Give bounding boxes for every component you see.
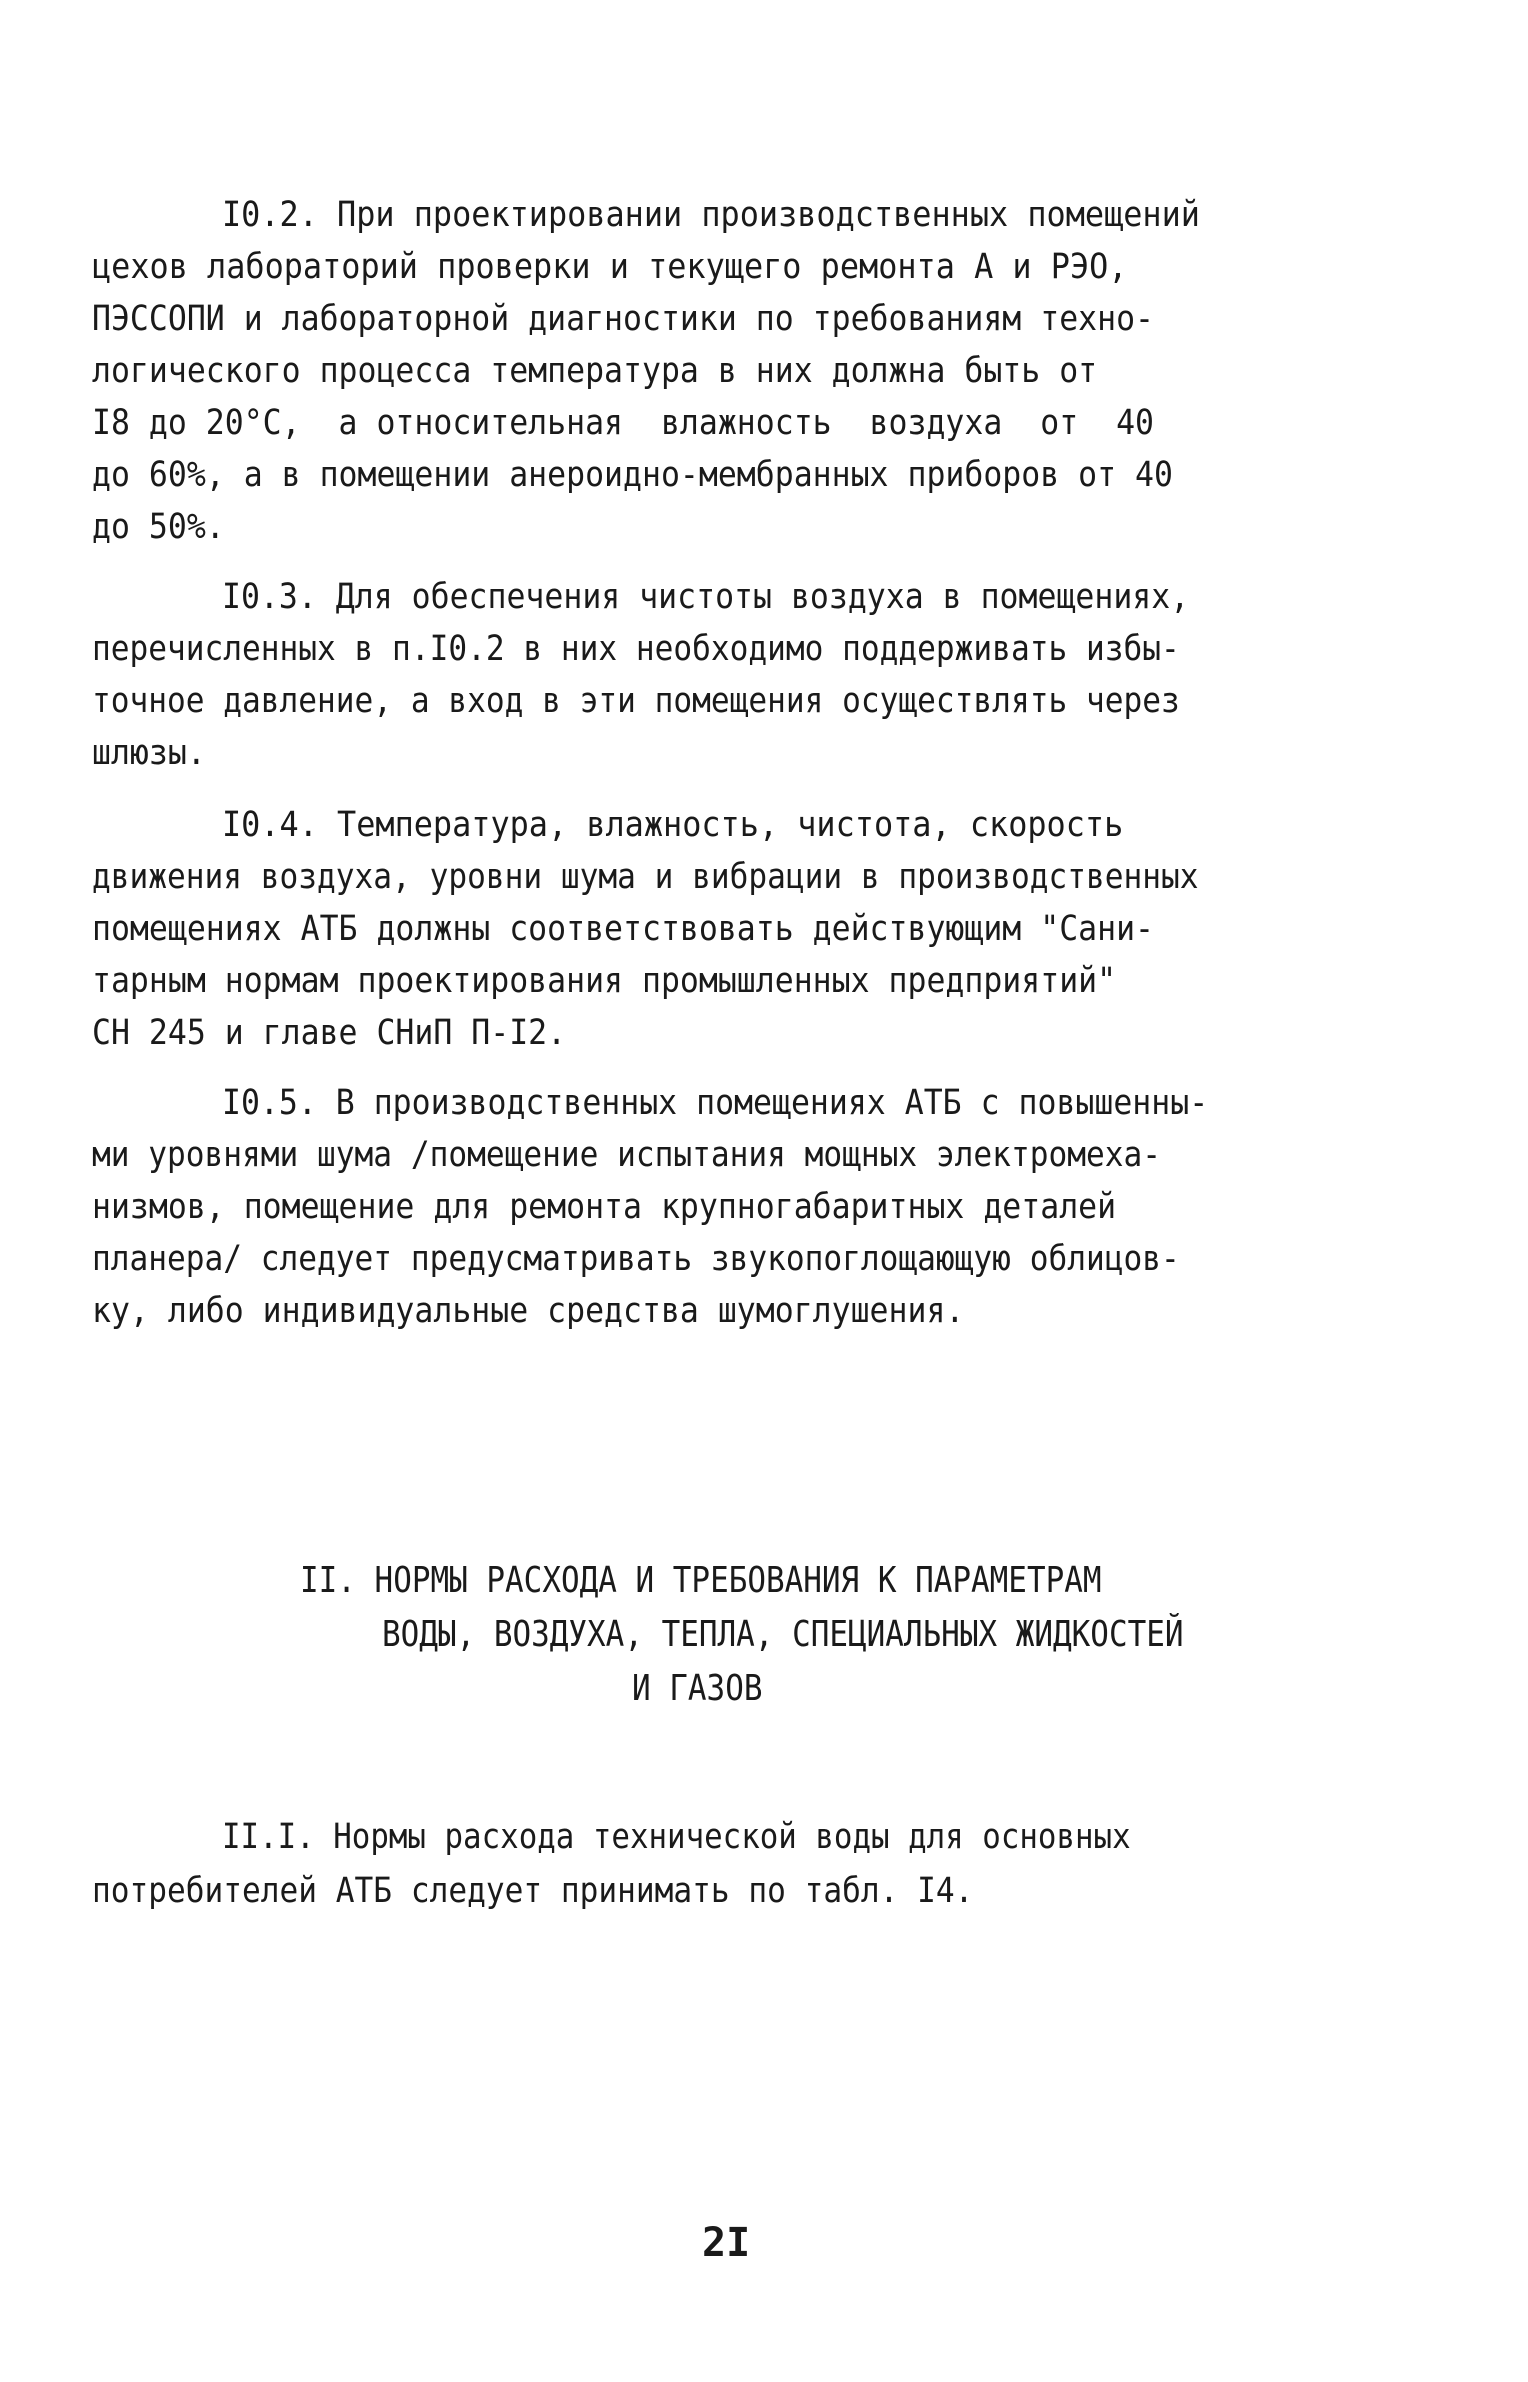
paragraph-line: до 60%, а в помещении анероидно-мембранных приборов от 40 [92, 455, 1173, 495]
heading-line: И ГАЗОВ [632, 1668, 763, 1709]
paragraph-line: до 50%. [92, 507, 225, 547]
paragraph-line: ПЭССОПИ и лабораторной диагностики по требованиям техно- [92, 299, 1155, 339]
paragraph-line: I0.3. Для обеспечения чистоты воздуха в помещениях, [222, 577, 1190, 617]
paragraph-line: перечисленных в п.I0.2 в них необходимо поддерживать избы- [92, 629, 1180, 669]
paragraph-line: планера/ следует предусматривать звукопоглощающую облицов- [92, 1239, 1180, 1279]
paragraph-line: II.I. Нормы расхода технической воды для основных [222, 1817, 1131, 1857]
paragraph-line: ку, либо индивидуальные средства шумоглушения. [92, 1291, 965, 1331]
page-number: 2I [702, 2220, 751, 2266]
paragraph-line: движения воздуха, уровни шума и вибрации в производственных [92, 857, 1199, 897]
heading-line: ВОДЫ, ВОЗДУХА, ТЕПЛА, СПЕЦИАЛЬНЫХ ЖИДКОСТЕЙ [382, 1614, 1184, 1655]
paragraph-line: I0.4. Температура, влажность, чистота, скорость [222, 805, 1124, 845]
paragraph-line: I0.5. В производственных помещениях АТБ с повышенны- [222, 1083, 1209, 1123]
paragraph-line: тарным нормам проектирования промышленных предприятий" [92, 961, 1117, 1001]
paragraph-line: точное давление, а вход в эти помещения осуществлять через [92, 681, 1180, 721]
paragraph-line: низмов, помещение для ремонта крупногабаритных деталей [92, 1187, 1117, 1227]
paragraph-line: логического процесса температура в них должна быть от [92, 351, 1098, 391]
paragraph-line: ми уровнями шума /помещение испытания мощных электромеха- [92, 1135, 1161, 1175]
heading-line: II. НОРМЫ РАСХОДА И ТРЕБОВАНИЯ К ПАРАМЕТРАМ [300, 1560, 1102, 1601]
paragraph-line: цехов лабораторий проверки и текущего ремонта А и РЭО, [92, 247, 1128, 287]
paragraph-line: СН 245 и главе СНиП П-I2. [92, 1013, 567, 1053]
paragraph-line: I8 до 20°С, а относительная влажность воздуха от 40 [92, 403, 1155, 443]
paragraph-line: потребителей АТБ следует принимать по табл. I4. [92, 1871, 974, 1911]
paragraph-line: шлюзы. [92, 733, 206, 773]
paragraph-line: I0.2. При проектировании производственных помещений [222, 195, 1200, 235]
paragraph-line: помещениях АТБ должны соответствовать действующим "Сани- [92, 909, 1155, 949]
